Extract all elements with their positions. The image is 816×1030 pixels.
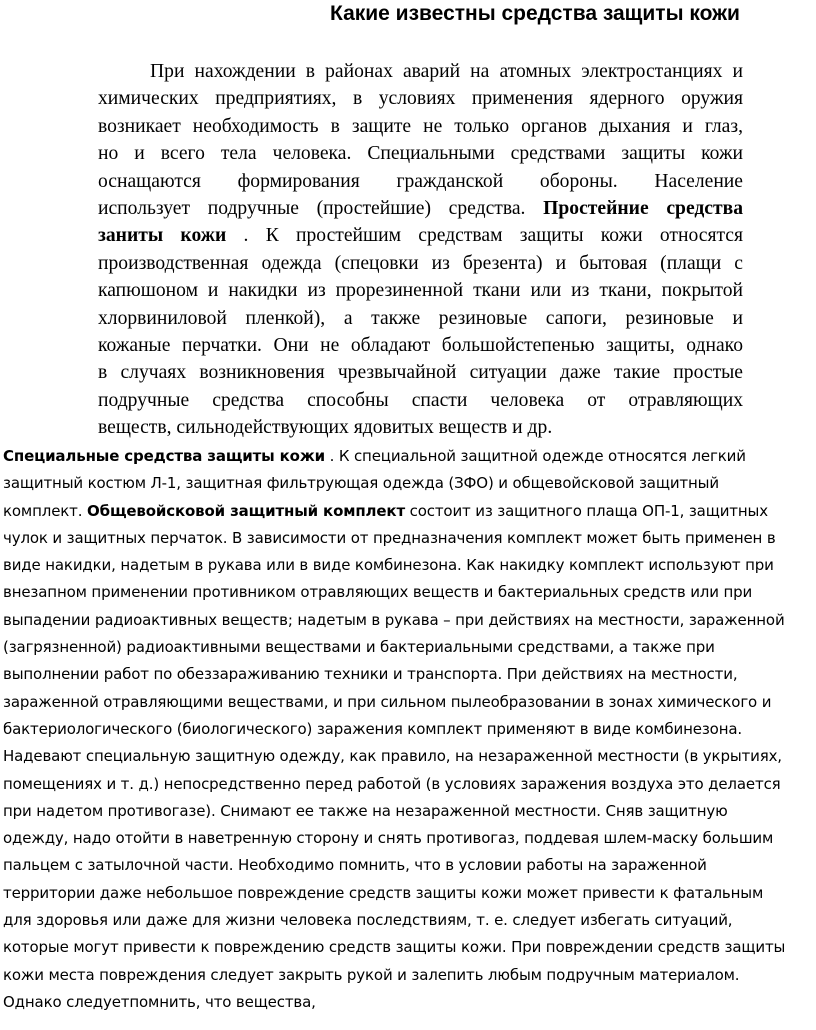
- paragraph-simple-protection: [98, 58, 743, 441]
- text-line: капюшоном и накидки из прорезиненной ткани или из ткани, покрытой: [98, 280, 743, 302]
- text-line: помещениях и т. д.) непосредственно перед работой (в условиях заражения воздуха это делается: [3, 774, 781, 793]
- text-run: . К простейшим средствам защиты кожи относятся: [226, 225, 743, 247]
- text-line: зараженной отравляющими веществами, и при сильном пылеобразовании в зонах химического и: [3, 692, 772, 711]
- text-line: [98, 222, 743, 249]
- text-line: одежду, надо отойти в наветренную сторону и снять противогаз, поддевая шлем-маску большим: [3, 829, 774, 848]
- text-line: чулок и защитных перчаток. В зависимости от предназначения комплект может быть применен в: [3, 528, 776, 547]
- text-line: При нахождении в районах аварий на атомных электростанциях и: [150, 61, 743, 82]
- text-line: хлорвиниловой пленкой), а также резиновые сапоги, резиновые и: [98, 307, 743, 329]
- text-line: при надетом противогазе). Снимают ее также на незараженной местности. Сняв защитную: [3, 801, 728, 820]
- text-run: комплект.: [3, 501, 88, 520]
- text-line: [3, 498, 793, 525]
- text-line: но и всего тела человека. Специальными средствами защиты кожи: [98, 143, 743, 165]
- text-line: (загрязненной) радиоактивными веществами и бактериальными средствами, а также при: [3, 638, 715, 657]
- text-line: для здоровья или даже для жизни человека последствиям, т. е. следует избегать ситуаций,: [3, 911, 733, 930]
- text-line: бактериологического (биологического) заражения комплект применяют в виде комбинезона.: [3, 719, 743, 738]
- text-line: в случаях возникновения чрезвычайной ситуации даже такие простые: [98, 362, 743, 384]
- text-run: состоит из защитного плаща ОП-1, защитных: [405, 501, 768, 520]
- text-line: выпадении радиоактивных веществ; надетым в рукава – при действиях на местности, зараженной: [3, 610, 785, 629]
- paragraph-special-protection: [3, 443, 793, 1016]
- text-line: территории даже небольшое повреждение средств защиты кожи может привести к фатальным: [3, 883, 764, 902]
- text-line: производственная одежда (спецовки из брезента) и бытовая (плащи с: [98, 252, 743, 274]
- bold-term: Специальные средства защиты кожи: [3, 447, 325, 465]
- text-line: которые могут привести к повреждению средств защиты кожи. При повреждении средств защиты: [3, 938, 786, 957]
- text-run: использует подручные (простейшие) средства.: [98, 197, 526, 219]
- text-line: кожи места повреждения следует закрыть рукой и залепить любым подручным материалом.: [3, 965, 740, 984]
- text-line: возникает необходимость в защите не только органов дыхания и глаз,: [98, 115, 743, 137]
- text-line: пальцем с затылочной части. Необходимо помнить, что в условии работы на зараженной: [3, 856, 707, 875]
- text-line: виде накидки, надетым в рукава или в виде комбинезона. Как накидку комплект используют при: [3, 556, 774, 575]
- text-line: выполнении работ по обеззараживанию техники и транспорта. При действиях на местности,: [3, 665, 738, 684]
- text-line: [3, 443, 793, 470]
- text-line: кожаные перчатки. Они не обладают большойстепенью защиты, однако: [98, 334, 743, 356]
- text-line: [98, 195, 743, 222]
- text-line: подручные средства способны спасти человека от отравляющих: [98, 389, 743, 411]
- text-run: . К специальной защитной одежде относятся легкий: [324, 447, 746, 465]
- bold-term: Общевойсковой защитный комплект: [87, 501, 405, 520]
- text-line: защитный костюм Л-1, защитная фильтрующая одежда (ЗФО) и общевойсковой защитный: [3, 474, 719, 493]
- bold-term: Простейние средства: [543, 197, 743, 219]
- text-line: оснащаются формирования гражданской обороны. Население: [98, 170, 743, 192]
- text-line: внезапном применении противником отравляющих веществ и бактериальных средств или при: [3, 583, 753, 602]
- document-title: Какие известны средства защиты кожи: [330, 2, 740, 25]
- text-line: Однако следуетпомнить, что вещества,: [3, 992, 316, 1011]
- text-line: Надевают специальную защитную одежду, как правило, на незараженной местности (в укрытиях,: [3, 747, 782, 766]
- bold-term: заниты кожи: [98, 225, 227, 247]
- text-line: химических предприятиях, в условиях применения ядерного оружия: [98, 88, 743, 110]
- text-line: веществ, сильнодействующих ядовитых веществ и др.: [98, 417, 553, 439]
